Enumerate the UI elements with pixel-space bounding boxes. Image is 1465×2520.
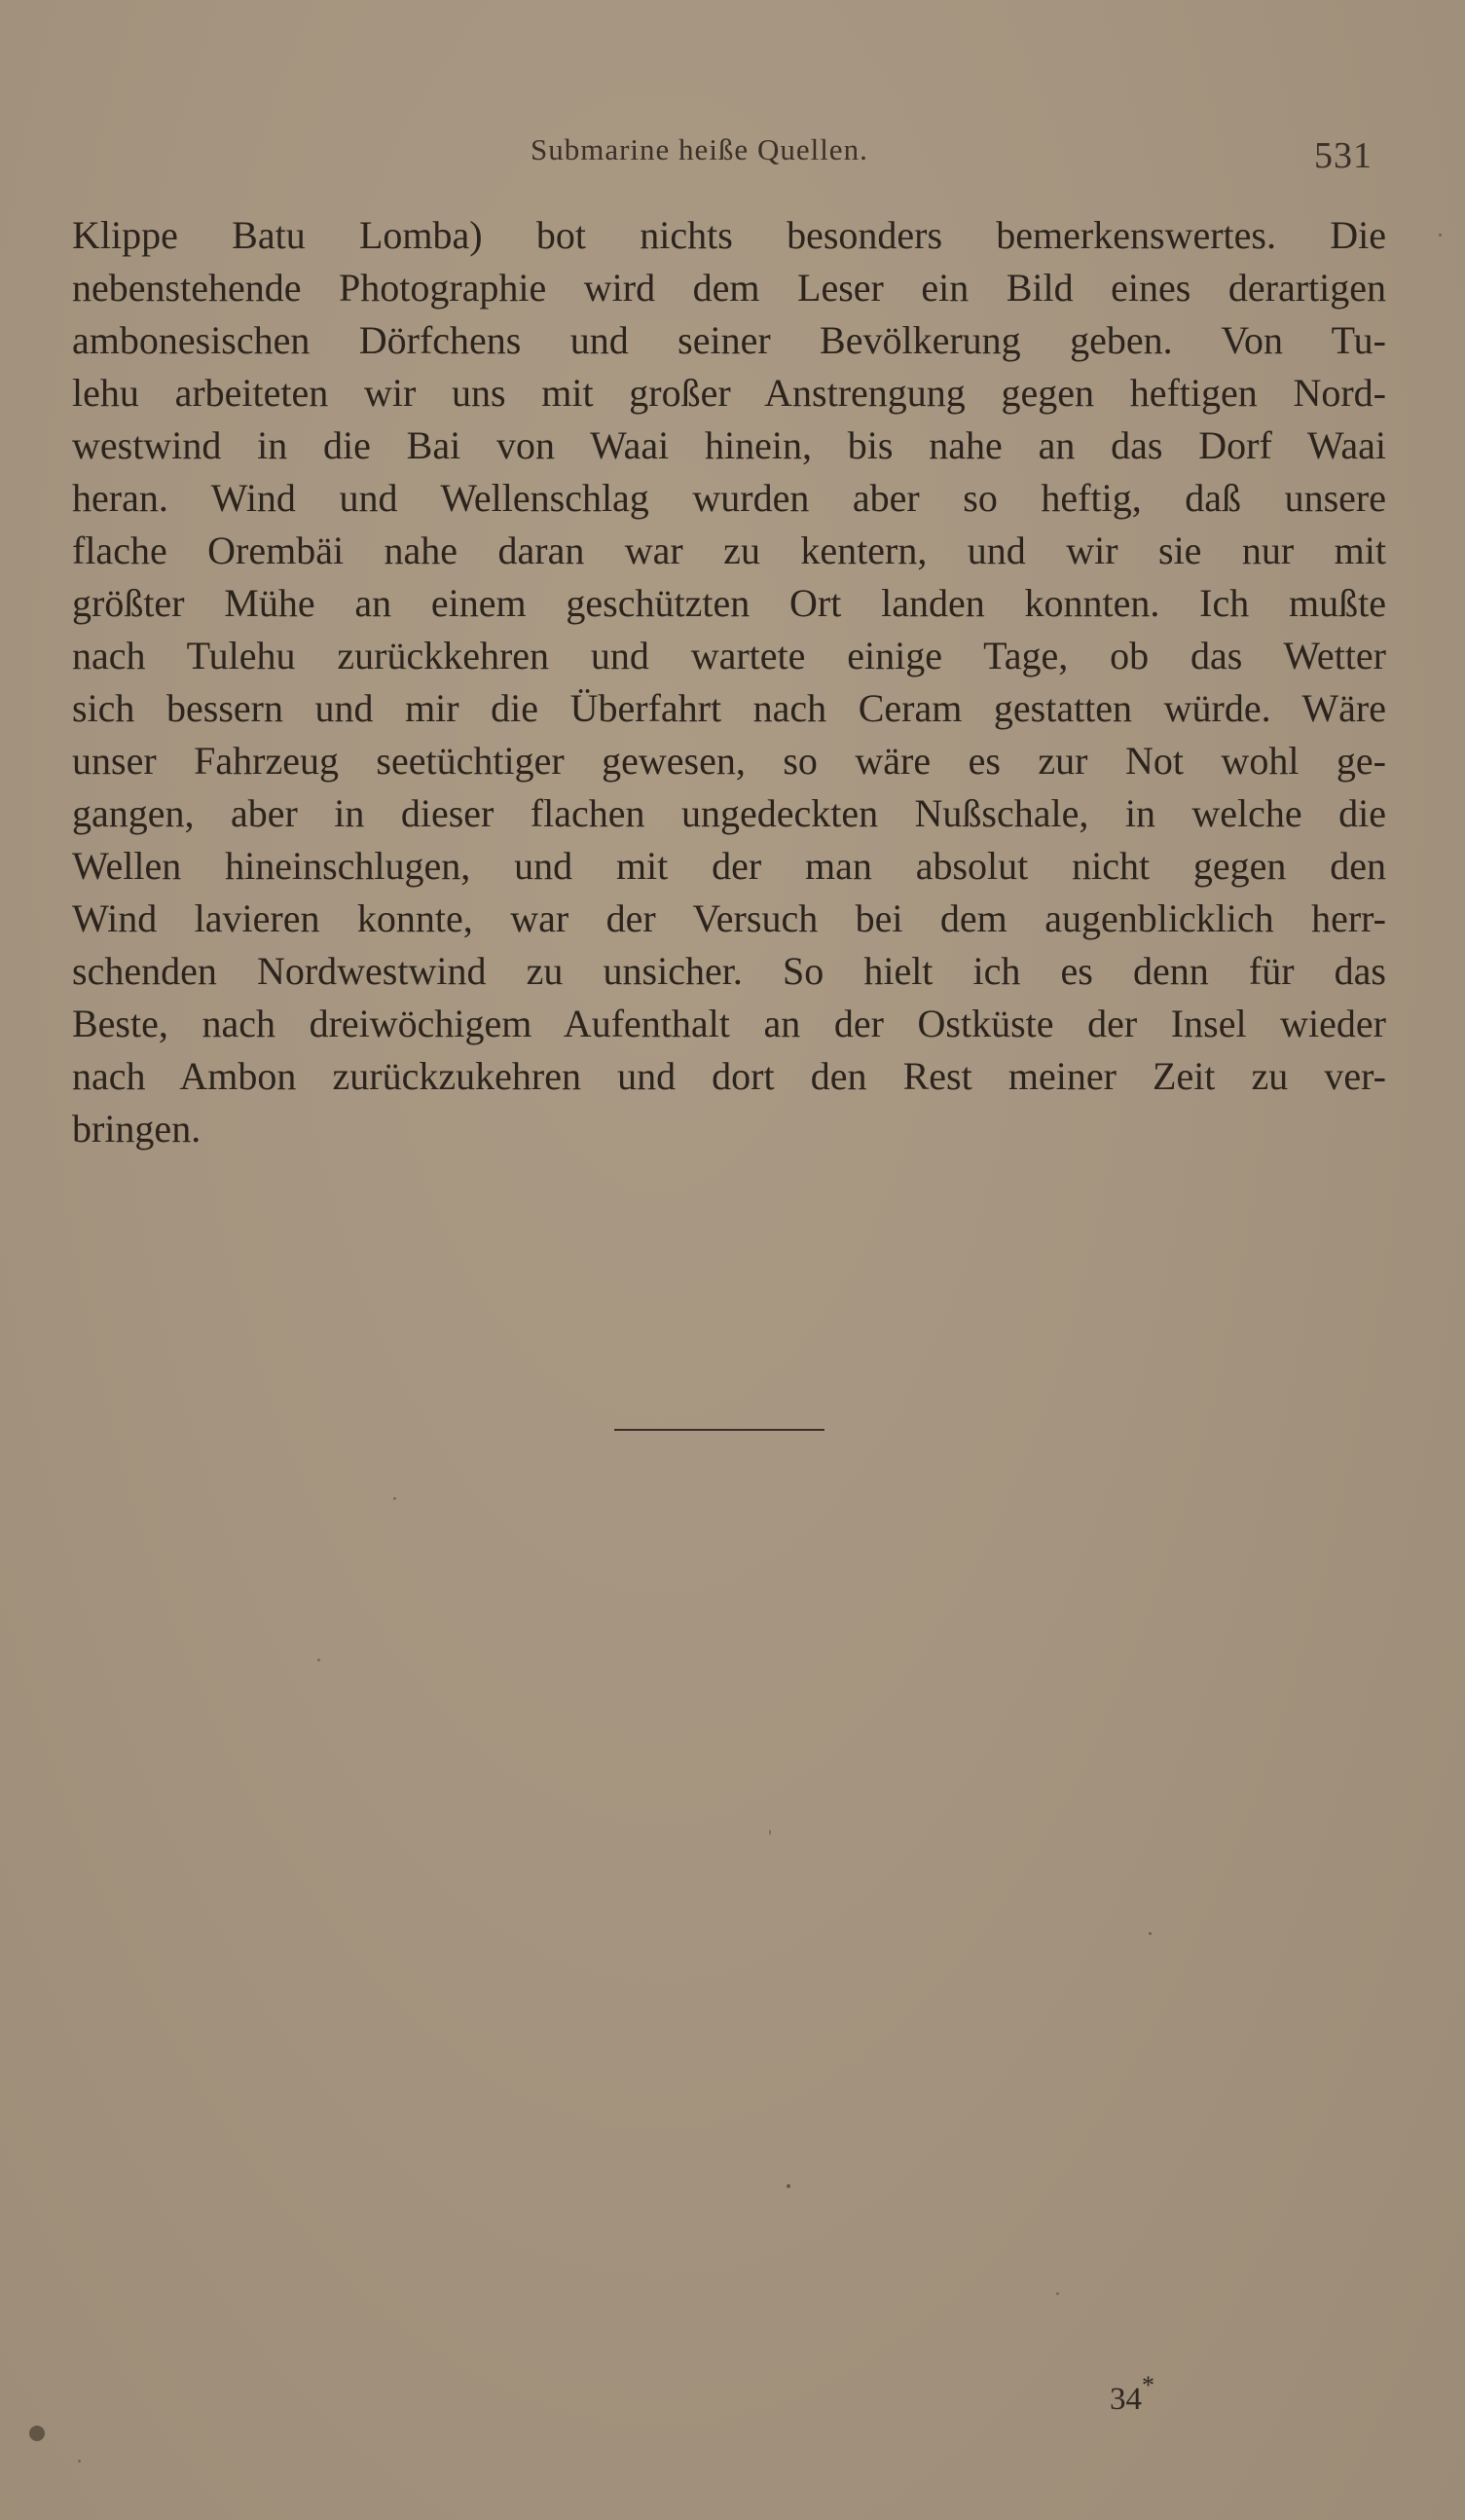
text-line: gangen, aber in dieser flachen ungedeckten Nußschale, in welche die — [72, 791, 1386, 835]
body-paragraph — [72, 209, 1386, 1155]
paper-speck — [78, 2460, 81, 2463]
text-line: lehu arbeiteten wir uns mit großer Anstrengung gegen heftigen Nord- — [72, 371, 1386, 415]
paper-speck — [317, 1659, 320, 1662]
text-line: Klippe Batu Lomba) bot nichts besonders bemerkenswertes. Die — [72, 213, 1386, 257]
paper-speck — [393, 1497, 396, 1500]
text-line: sich bessern und mir die Überfahrt nach Ceram gestatten würde. Wäre — [72, 686, 1386, 730]
text-line: ambonesischen Dörfchens und seiner Bevölkerung geben. Von Tu- — [72, 318, 1386, 362]
text-line: Beste, nach dreiwöchigem Aufenthalt an der Ostküste der Insel wieder — [72, 1002, 1386, 1045]
text-line: Wellen hineinschlugen, und mit der man absolut nicht gegen den — [72, 844, 1386, 888]
paper-speck — [1056, 2292, 1059, 2295]
page-number: 531 — [1314, 135, 1373, 176]
text-line: Wind lavieren konnte, war der Versuch bei dem augenblicklich herr- — [72, 896, 1386, 940]
running-title: Submarine heiße Quellen. — [531, 132, 868, 166]
text-line: unser Fahrzeug seetüchtiger gewesen, so wäre es zur Not wohl ge- — [72, 739, 1386, 783]
text-line: flache Orembäi nahe daran war zu kentern, und wir sie nur mit — [72, 529, 1386, 572]
paper-speck — [29, 2426, 45, 2441]
signature-number: 34 — [1110, 2382, 1142, 2417]
text-line: westwind in die Bai von Waai hinein, bis nahe an das Dorf Waai — [72, 423, 1386, 467]
text-line: nebenstehende Photographie wird dem Leser ein Bild eines derartigen — [72, 266, 1386, 310]
running-head — [0, 132, 1465, 176]
paper-speck — [1439, 234, 1442, 237]
paper-speck — [787, 2184, 790, 2188]
text-line: größter Mühe an einem geschützten Ort landen konnten. Ich mußte — [72, 581, 1386, 625]
text-line: schenden Nordwestwind zu unsicher. So hielt ich es denn für das — [72, 949, 1386, 993]
text-line: nach Tulehu zurückkehren und wartete einige Tage, ob das Wetter — [72, 634, 1386, 677]
paper-speck — [769, 1830, 771, 1835]
text-line: heran. Wind und Wellenschlag wurden aber so heftig, daß unsere — [72, 476, 1386, 520]
text-line: nach Ambon zurückzukehren und dort den Rest meiner Zeit zu ver- — [72, 1054, 1386, 1098]
paper-speck — [1149, 1932, 1152, 1935]
signature-mark — [1110, 2371, 1154, 2418]
section-divider-rule — [614, 1429, 824, 1431]
signature-asterisk: * — [1142, 2371, 1154, 2399]
text-line: bringen. — [72, 1107, 201, 1150]
